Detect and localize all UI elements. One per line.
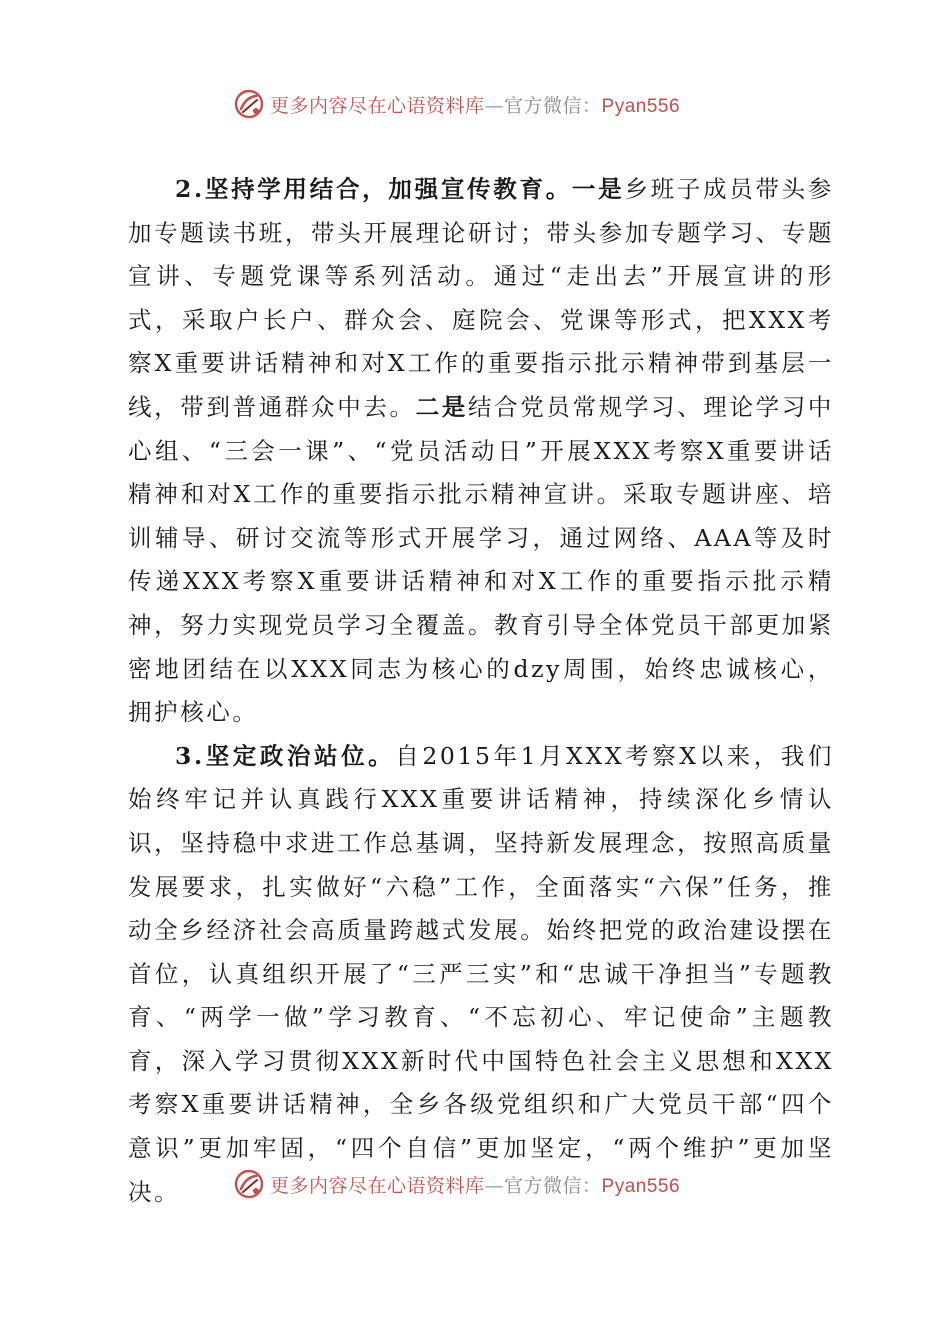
paragraph-1-run: 二是 (415, 392, 468, 421)
watermark-wechat-id: Pyan556 (601, 95, 681, 117)
paragraph-1 (128, 168, 834, 735)
watermark-main: 更多内容尽在心语资料库 (270, 1174, 485, 1197)
watermark-text (270, 91, 680, 118)
watermark-wechat-id: Pyan556 (601, 1175, 681, 1197)
watermark-main: 更多内容尽在心语资料库 (270, 94, 485, 117)
paragraph-1-run: 乡班子成员带头参加专题读书班，带头开展理论研讨；带头参加专题学习、专题宣讲、专题党课等系列活动。通过“走出去”开展宣讲的形式，采取户长户、群众会、庭院会、党课等形式，把XXX考察X重要讲话精神和对X工作的重要指示批示精神带到基层一线，带到普通群众中去。 (128, 175, 834, 421)
paragraph-2-heading: 3.坚定政治站位。 (175, 741, 396, 770)
paragraph-2-run: 自2015年1月XXX考察X以来，我们始终牢记并认真践行XXX重要讲话精神，持续深化乡情认识，坚持稳中求进工作总基调，坚持新发展理念，按照高质量发展要求，扎实做好“六稳”工作，全面落实“六保”任务，推动全乡经济社会高质量跨越式发展。始终把党的政治建设摆在首位，认真组织开展了“三严三实”和“忠诚干净担当”专题教育、“两学一做”学习教育、“不忘初心、牢记使命”主题教育，深入学习贯彻XXX新时代中国特色社会主义思想和XXX考察X重要讲话精神，全乡各级党组织和广大党员干部“四个意识”更加牢固，“四个自信”更加坚定，“两个维护”更加坚决。 (128, 741, 835, 1206)
watermark-footer (232, 1166, 752, 1202)
paragraph-1-run: 一是 (571, 175, 625, 203)
watermark-contact-label: 官方微信： (504, 1174, 602, 1197)
watermark-text (270, 1171, 680, 1198)
seal-logo-icon (232, 1167, 266, 1201)
paragraph-1-heading: 2.坚持学用结合，加强宣传教育。 (175, 175, 572, 203)
watermark-contact-label: 官方微信： (504, 94, 602, 117)
seal-logo-icon (232, 87, 266, 121)
watermark-separator: — (484, 1174, 505, 1197)
paragraph-1-run: 结合党员常规学习、理论学习中心组、“三会一课”、“党员活动日”开展XXX考察X重要讲话精神和对X工作的重要指示批示精神宣讲。采取专题讲座、培训辅导、研讨交流等形式开展学习，通过网络、AAA等及时传递XXX考察X重要讲话精神和对X工作的重要指示批示精神，努力实现党员学习全覆盖。教育引导全体党员干部更加紧密地团结在以XXX同志为核心的dzy周围，始终忠诚核心，拥护核心。 (128, 392, 835, 727)
paragraph-2 (128, 735, 834, 1215)
watermark-header (232, 86, 752, 122)
document-body (128, 168, 834, 1214)
watermark-separator: — (484, 94, 505, 117)
